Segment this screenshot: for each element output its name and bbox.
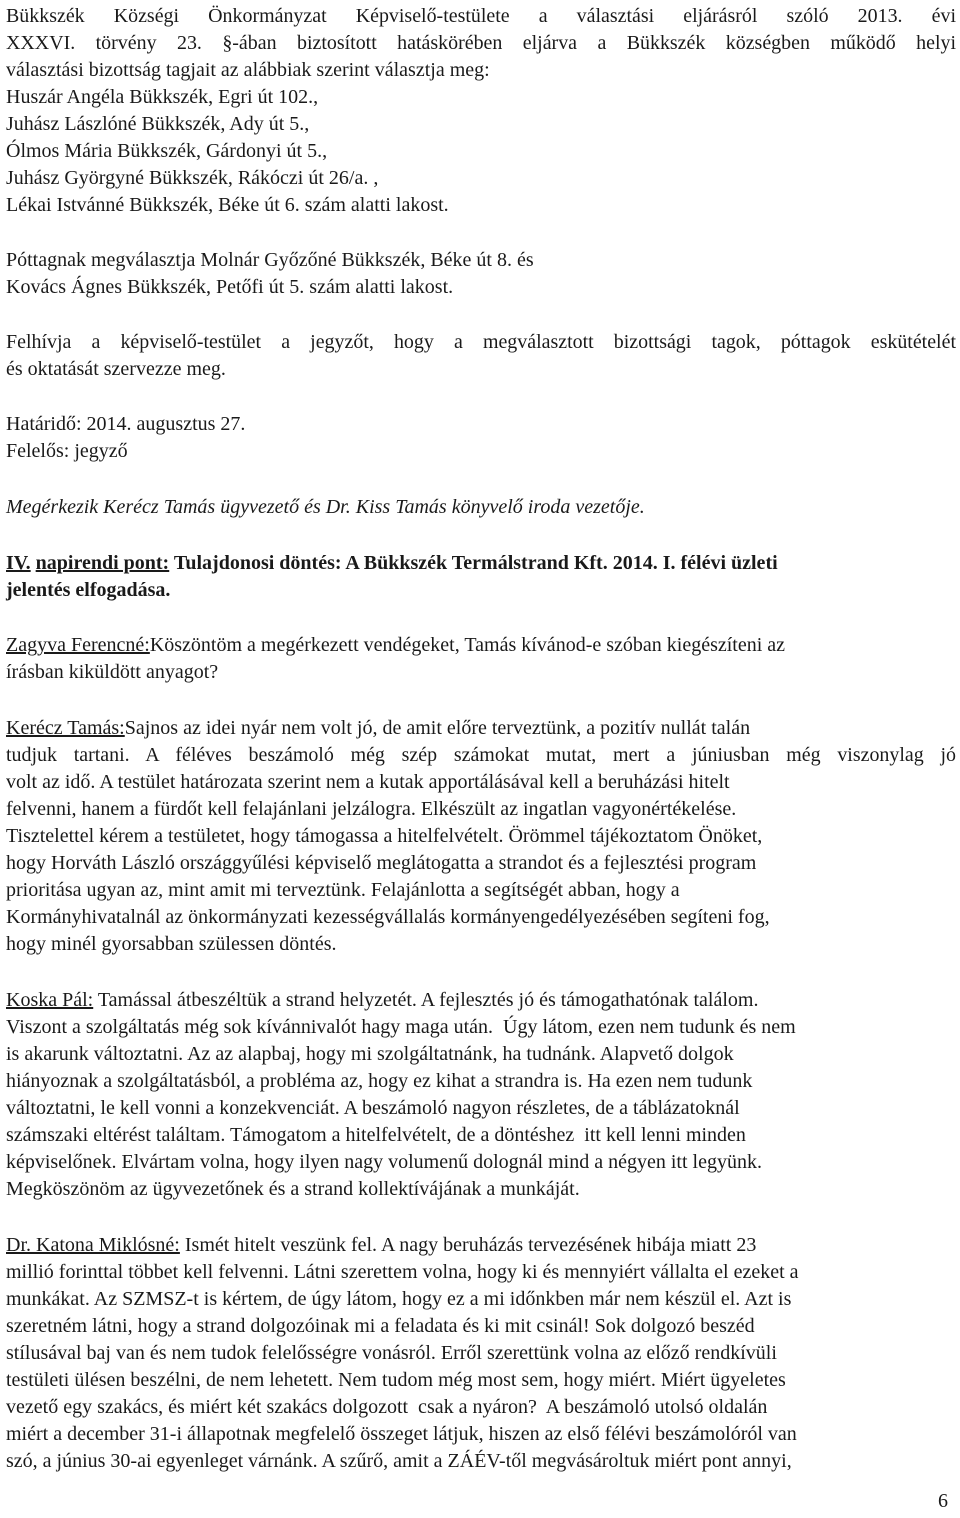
member-line: Huszár Angéla Bükkszék, Egri út 102., xyxy=(6,86,319,108)
substitute-line: Kovács Ágnes Bükkszék, Petőfi út 5. szám alatti lakost. xyxy=(6,276,454,298)
speech-text: Sajnos az idei nyár nem volt jó, de amit előre terveztünk, a pozitív nullát talán xyxy=(124,717,751,739)
speech-line: tudjuk tartani. A féléves beszámoló még szép számokat mutat, mert a júniusban még viszonylag jó xyxy=(6,744,956,766)
speech-line: változtatni, le kell vonni a konzekvenciát. A beszámoló nagyon részletes, de a táblázatoknál xyxy=(6,1097,740,1119)
speech-text: Köszöntöm a megérkezett vendégeket, Tamás kívánod-e szóban kiegészíteni az xyxy=(149,634,786,656)
speech-text: Tamással átbeszéltük a strand helyzetét. A fejlesztés jó és támogathatónak találom. xyxy=(93,989,759,1011)
speech-line: munkákat. Az SZMSZ-t is kértem, de úgy látom, hogy ez a mi időnkben már nem készül el. Azt is xyxy=(6,1288,792,1310)
speech-line: miért a december 31-i állapotnak megfelelő összeget látjuk, hiszen az első félévi beszámolóról van xyxy=(6,1423,797,1445)
resolution-line: Bükkszék Községi Önkormányzat Képviselő-testülete a választási eljárásról szóló 2013. évi xyxy=(6,5,956,27)
speech-line: hiányoznak a szolgáltatásból, a probléma az, hogy ez kihat a strandra is. Ha ezen nem tudunk xyxy=(6,1070,753,1092)
speech-line: szó, a június 30-ai egyenleget várnánk. A szűrő, amit a ZÁÉV-től megvásároltuk miért pont annyi, xyxy=(6,1450,792,1472)
call-line: és oktatását szervezze meg. xyxy=(6,358,226,380)
responsible: Felelős: jegyző xyxy=(6,440,128,462)
speaker-name: Kerécz Tamás: xyxy=(6,717,125,739)
speech-line: képviselőnek. Elvártam volna, hogy ilyen nagy volumenű dolognál mind a négyen itt legyünk. xyxy=(6,1151,762,1173)
speech-line: Tisztelettel kérem a testületet, hogy támogassa a hitelfelvételt. Örömmel tájékoztatom Önöket, xyxy=(6,825,763,847)
agenda-title-cont: jelentés elfogadása. xyxy=(6,579,171,601)
speech-line: vezető egy szakács, és miért két szakács dolgozott csak a nyáron? A beszámoló utolsó oldalán xyxy=(6,1396,768,1418)
arrival-note: Megérkezik Kerécz Tamás ügyvezető és Dr. Kiss Tamás könyvelő iroda vezetője. xyxy=(6,496,645,518)
speech-line: felvenni, hanem a fürdőt kell felajánlani jelzálogra. Elkészült az ingatlan vagyonértékelése. xyxy=(6,798,737,820)
speech-first-line xyxy=(6,987,758,1014)
speech-first-line xyxy=(6,1232,756,1259)
member-line: Lékai Istvánné Bükkszék, Béke út 6. szám alatti lakost. xyxy=(6,194,449,216)
agenda-title: Tulajdonosi döntés: A Bükkszék Termálstrand Kft. 2014. I. félévi üzleti xyxy=(173,552,778,574)
agenda-label: napirendi pont: xyxy=(35,552,170,574)
page-number: 6 xyxy=(938,1490,948,1512)
speech-line: is akarunk változtatni. Az az alapbaj, hogy mi szolgáltatnánk, ha tudnánk. Alapvető dolgok xyxy=(6,1043,734,1065)
speaker-name: Koska Pál: xyxy=(6,989,94,1011)
speech-line: hogy minél gyorsabban szülessen döntés. xyxy=(6,933,337,955)
speaker-name: Dr. Katona Miklósné: xyxy=(6,1234,180,1256)
speech-line: számszaki eltérést találtam. Támogatom a hitelfelvételt, de a döntéshez itt kell lenni minden xyxy=(6,1124,746,1146)
speech-line: millió forinttal többet kell felvenni. Látni szerettem volna, hogy ki és mennyiért vállalta el ezeket a xyxy=(6,1261,799,1283)
member-line: Juhász Györgyné Bükkszék, Rákóczi út 26/a. , xyxy=(6,167,379,189)
speech-line: Kormányhivatalnál az önkormányzati kezességvállalás kormányengedélyezésében segíteni fog, xyxy=(6,906,770,928)
speech-line: hogy Horváth László országgyűlési képviselő meglátogatta a strandot és a fejlesztési program xyxy=(6,852,757,874)
member-line: Juhász Lászlóné Bükkszék, Ady út 5., xyxy=(6,113,310,135)
speech-line: volt az idő. A testület határozata szerint nem a kutak apportálásával kell a beruházási hitelt xyxy=(6,771,730,793)
speech-line: Viszont a szolgáltatás még sok kívánnivalót hagy maga után. Úgy látom, ezen nem tudunk és nem xyxy=(6,1016,796,1038)
deadline: Határidő: 2014. augusztus 27. xyxy=(6,413,246,435)
speech-first-line xyxy=(6,632,785,659)
speech-text: Ismét hitelt veszünk fel. A nagy beruházás tervezésének hibája miatt 23 xyxy=(179,1234,757,1256)
call-line: Felhívja a képviselő-testület a jegyzőt, hogy a megválasztott bizottsági tagok, póttagok eskütételét xyxy=(6,331,956,353)
speaker-name: Zagyva Ferencné: xyxy=(6,634,150,656)
resolution-line: XXXVI. törvény 23. §-ában biztosított hatáskörében eljárva a Bükkszék községben működő helyi xyxy=(6,32,956,54)
speech-line: írásban kiküldött anyagot? xyxy=(6,661,219,683)
substitute-line: Póttagnak megválasztja Molnár Győzőné Bükkszék, Béke út 8. és xyxy=(6,249,534,271)
speech-line: Megköszönöm az ügyvezetőnek és a strand kollektívájának a munkáját. xyxy=(6,1178,580,1200)
speech-line: prioritása ugyan az, mint amit mi terveztünk. Felajánlotta a segítségét abban, hogy a xyxy=(6,879,680,901)
agenda-number: IV. xyxy=(6,552,31,574)
resolution-line: választási bizottság tagjait az alábbiak szerint választja meg: xyxy=(6,59,490,81)
member-line: Ólmos Mária Bükkszék, Gárdonyi út 5., xyxy=(6,140,328,162)
speech-line: stílusával baj van és nem tudok felelősségre vonásról. Erről szerettünk volna az előző rendkívüli xyxy=(6,1342,777,1364)
speech-first-line xyxy=(6,715,750,742)
speech-line: szeretném látni, hogy a strand dolgozóinak mi a feladata és ki mit csinál! Sok dolgozó beszéd xyxy=(6,1315,755,1337)
speech-line: testületi ülésen beszélni, de nem lehetett. Nem tudom még most sem, hogy miért. Miért ügyeletes xyxy=(6,1369,786,1391)
agenda-heading xyxy=(6,550,778,577)
